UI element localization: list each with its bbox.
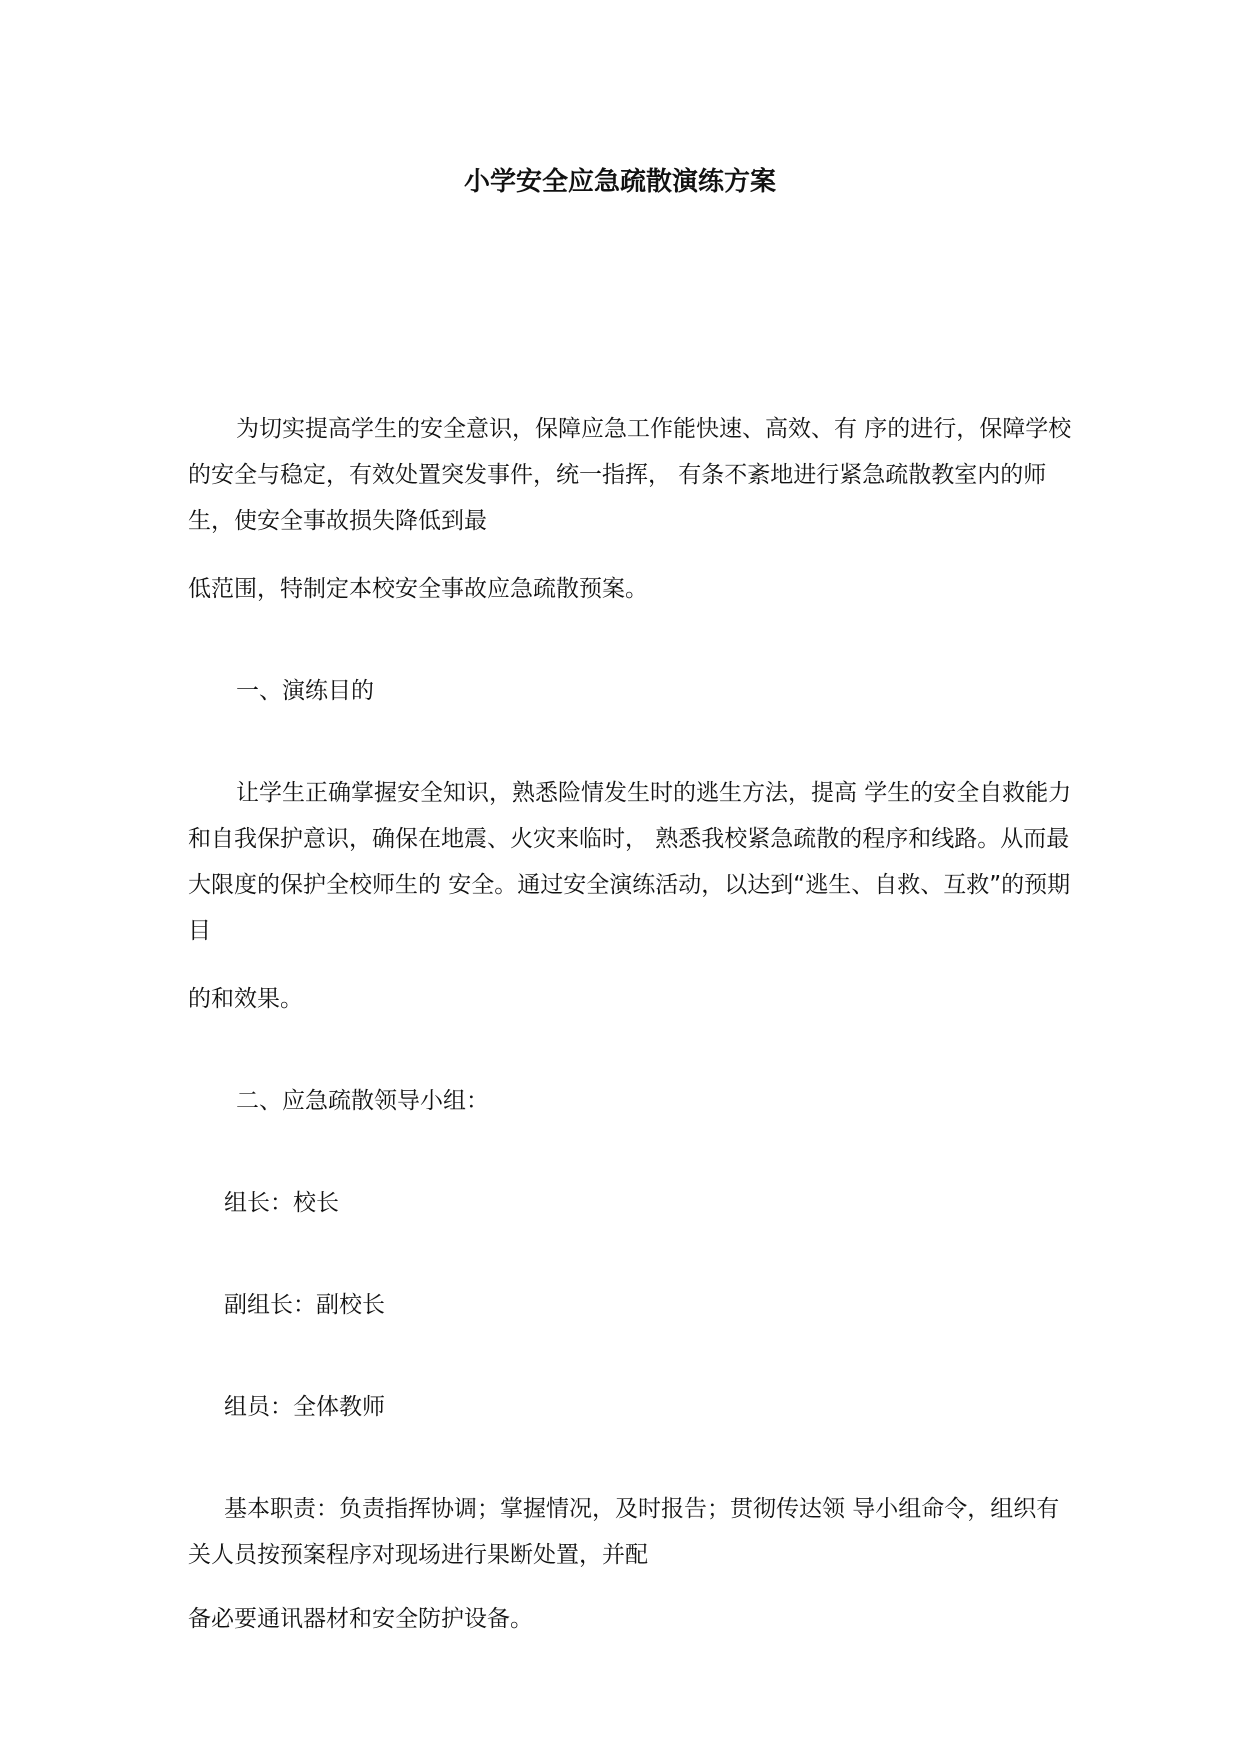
intro-paragraph: 为切实提高学生的安全意识，保障应急工作能快速、高效、有 序的进行，保障学校的安全与稳定，有效处置突发事件，统一指挥， 有条不紊地进行紧急疏散教室内的师生，使安全事故损失降低到最 <box>188 416 1072 534</box>
intro-paragraph-continued: 低范围，特制定本校安全事故应急疏散预案。 <box>188 576 648 602</box>
group-leader-line: 组长：校长 <box>224 1190 339 1216</box>
deputy-leader-line: 副组长：副校长 <box>224 1292 385 1318</box>
drill-purpose-paragraph-continued: 的和效果。 <box>188 986 303 1012</box>
section-heading-leadership-group: 二、应急疏散领导小组： <box>236 1088 489 1114</box>
duties-paragraph: 基本职责：负责指挥协调；掌握情况，及时报告；贯彻传达领 导小组命令，组织有关人员按预案程序对现场进行果断处置，并配 <box>188 1496 1060 1568</box>
section-heading-drill-purpose: 一、演练目的 <box>236 678 374 704</box>
duties-paragraph-continued: 备必要通讯器材和安全防护设备。 <box>188 1606 533 1632</box>
drill-purpose-paragraph: 让学生正确掌握安全知识，熟悉险情发生时的逃生方法，提高 学生的安全自救能力和自我保护意识，确保在地震、火灾来临时， 熟悉我校紧急疏散的程序和线路。从而最大限度的保护全校师生的 安全。通过安全演练活动，以达到“逃生、自救、互救”的预期目 <box>188 780 1072 944</box>
members-line: 组员：全体教师 <box>224 1394 385 1420</box>
document-title: 小学安全应急疏散演练方案 <box>463 167 776 197</box>
